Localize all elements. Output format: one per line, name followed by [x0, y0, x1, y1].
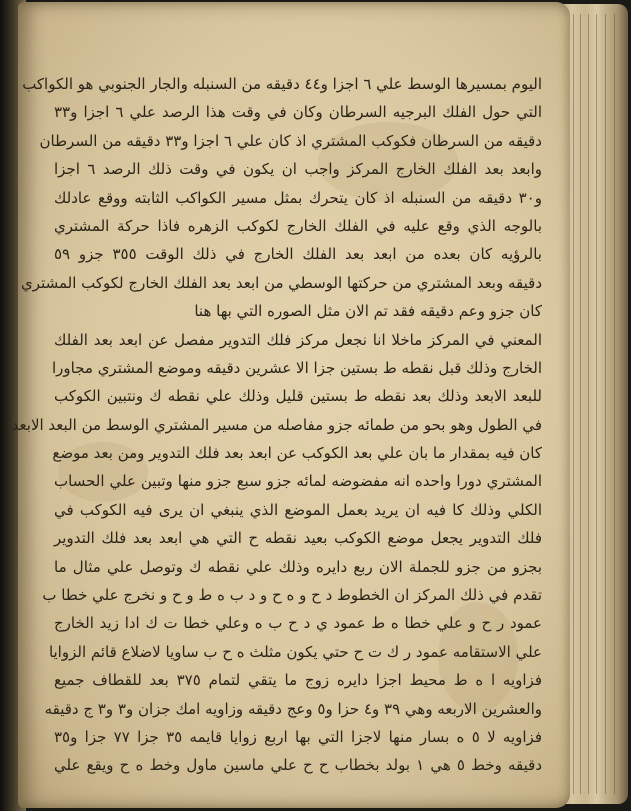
text-line: وابعد بعد الفلك الخارج المركز واجب ان يكون في وقت ذلك الرصد ٦ اجزا	[54, 160, 542, 179]
text-line: و٣٠ دقيقه من السنبله اذ كان يتحرك بمثل مسير الكواكب الثابته ووقع عادلك	[54, 188, 542, 207]
text-line: اليوم بمسيرها الوسط علي ٦ اجزا و٤٤ دقيقه من السنبله والجار الجنوبي هو الكواكب	[22, 75, 542, 93]
text-line: كان جزو وعم دقيقه فقد تم الان مثل الصوره التي بها هنا	[194, 302, 542, 321]
text-line: بالوجه الذي وقع عليه في الفلك الخارج لكوكب الزهره فاذا حركة المشتري	[54, 216, 542, 235]
text-line: الكلي وذلك كا فيه ان يريد بعمل الموضع الذي ينبغي ان يرى فيه الكوكب في	[54, 500, 542, 519]
text-line: تقدم في ذلك المركز ان الخطوط د ح و ه ح و د ب ه ط و ح و نخرج علي خطا ب	[42, 586, 542, 605]
manuscript-page	[11, 2, 570, 808]
text-line: علي الاستقامه عمود ر ك ت ح حتي يكون مثلث ه ح ب ساويا لاضلاع قائم الزوايا	[48, 642, 542, 661]
text-line: المعني في المركز ماخلا انا نجعل مركز فلك التدوير مفصل عن ابعد بعد الفلك	[54, 330, 542, 349]
text-line: الخارج وذلك قبل نقطه ط بستين جزا الا عشرين دقيقه وموضع المشتري مجاورا	[51, 358, 542, 377]
text-line: في الطول وهو بحو من طمائه جزو مفاصله من مسير المشتري الوسط من البعد الابعد	[11, 415, 542, 434]
text-line: دقيقه وبعد المشتري من حركتها الوسطي من ابعد بعد الفلك الخارج لكوكب المشتري	[21, 273, 542, 292]
text-line: فزاويه لا ٥ ه بسار منها لاجزا التي بها اربع زوايا قايمه ٣٥ جزا ٧٧ جزا و٣٥	[54, 727, 542, 746]
text-line: المشتري دورا واحده انه مفضوضه لمائه جزو سبع جزو منها وتبين علي الحساب	[54, 472, 542, 491]
text-line: بالرؤيه كان بعده من ابعد بعد الفلك الخارج في ذلك الوقت ٣٥٥ جزو ٥٩	[54, 245, 542, 264]
text-line: بجزو من جزو للجملة الان ربع دايره وذلك علي نقطه ك وتوصل علي مثال ما	[54, 557, 542, 576]
text-line: دقيقه من السرطان فكوكب المشتري اذ كان علي ٦ اجزا و٣٣ دقيقه من السرطان	[39, 131, 542, 150]
text-line: كان فيه بمقدار ما بان علي بعد الكوكب عن ابعد بعد فلك التدوير ومن بعد موضع	[52, 444, 542, 463]
text-line: عمود ر ح و علي خطا ه ط عمود ي د ح ب ه وعلي خطا ت ك ادا زيد الخارج	[54, 614, 542, 633]
text-line: فلك التدوير يجعل موضع الكوكب بعيد نقطه ح التي هي ابعد بعد فلك التدوير	[54, 529, 542, 548]
text-line: فزاويه ا ه ط محيط اجزا دايره زوج ما يتقي لتمام ٣٧٥ بعد للقطاف جميع	[54, 671, 543, 690]
text-line: للبعد الابعد وذلك بعد نقطه ط بستين قليل وذلك علي نقطه ك ونتبين الكوكب	[54, 387, 542, 406]
text-line: دقيقه وخط ٥ هي ١ بولد بخطاب ح ح علي ماسين ماول وخط ه ح ويقع علي	[54, 756, 543, 775]
text-line: التي حول الفلك البرجيه السرطان وكان في وقت هذا الرصد علي ٦ اجزا و٣٣	[54, 103, 542, 122]
manuscript-text-block	[11, 70, 543, 775]
text-line: والعشرين الاربعه وهي ٣٩ و٤ حزا و٥ وعج دقيقه وزاويه امك جزان و٣ و٣ ج دقيقه	[44, 699, 542, 718]
